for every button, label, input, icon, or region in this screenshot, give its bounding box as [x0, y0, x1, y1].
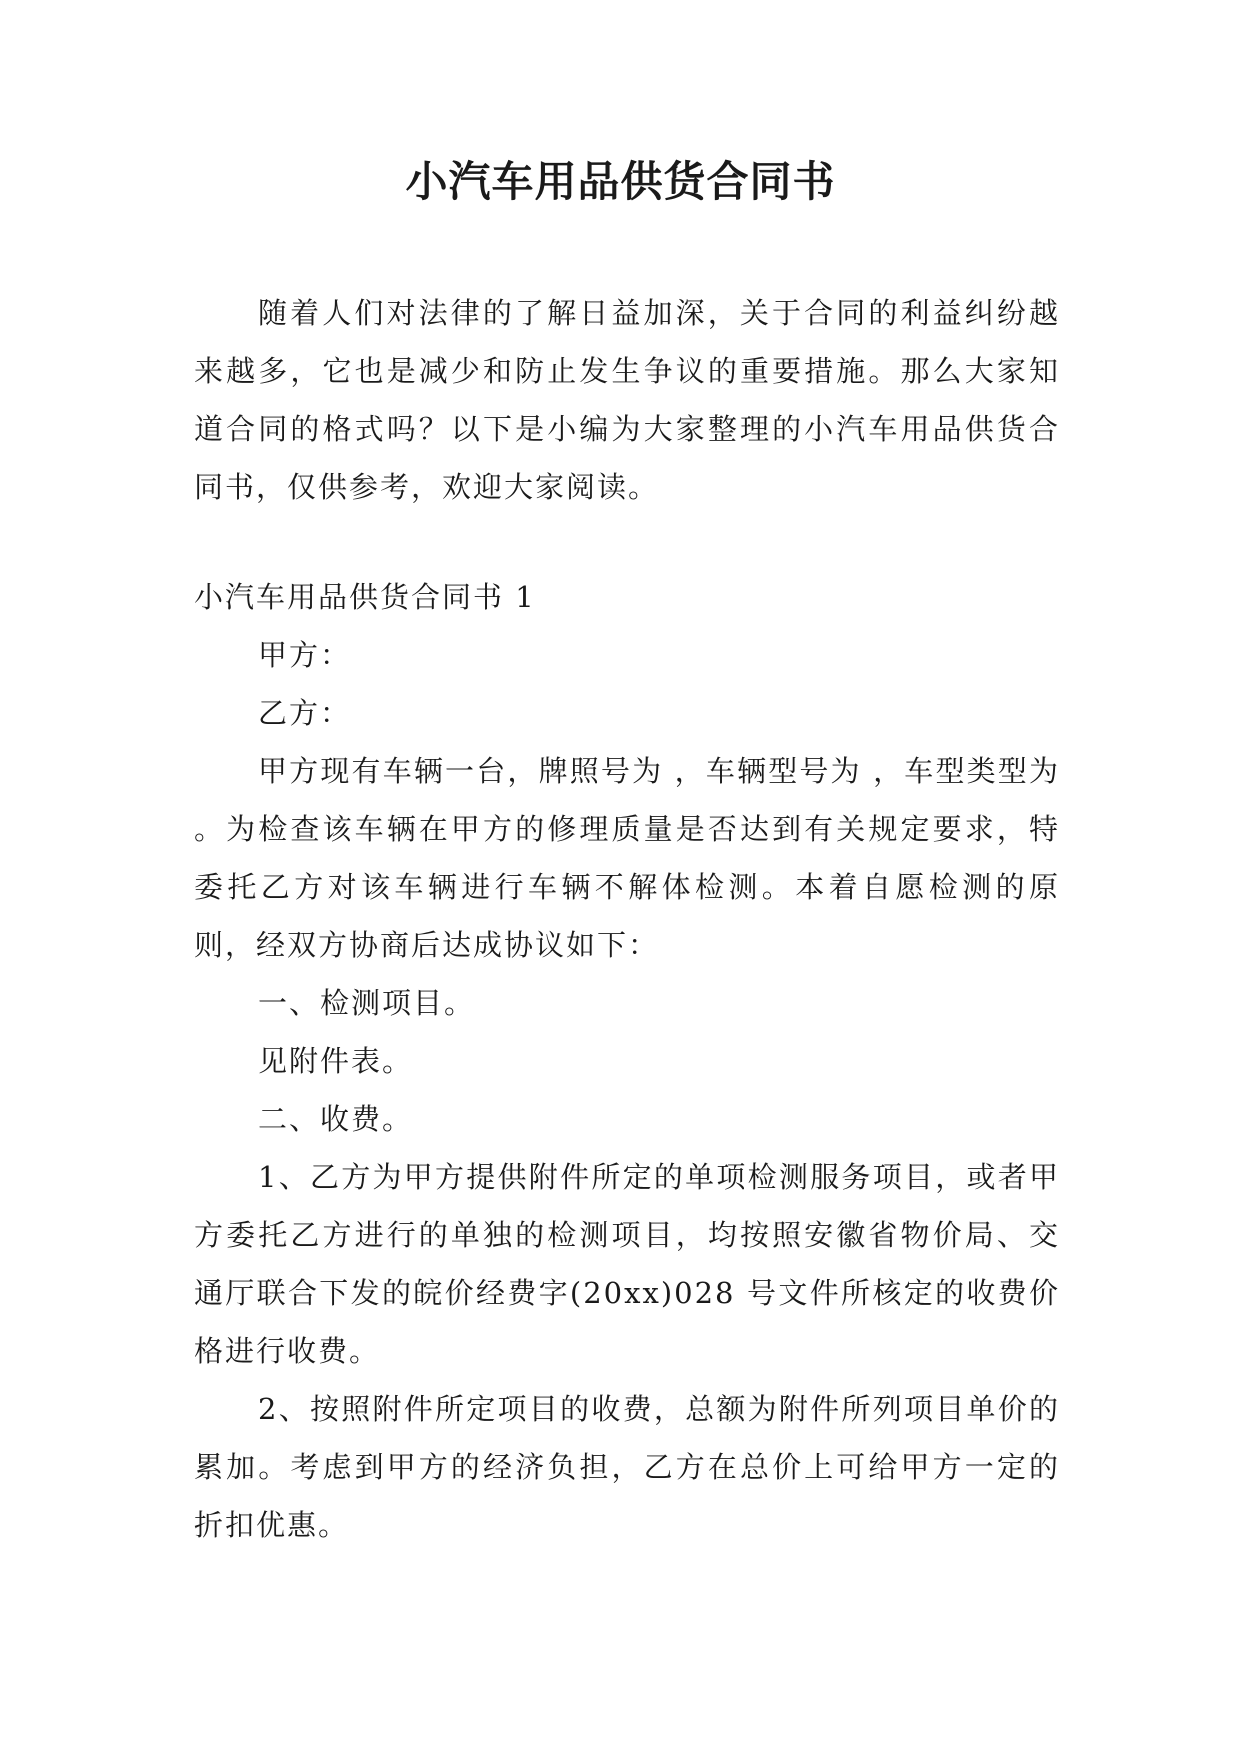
section-heading: 小汽车用品供货合同书 1	[194, 580, 536, 614]
party-a-line: 甲方：	[258, 638, 352, 672]
document-title: 小汽车用品供货合同书	[405, 157, 836, 206]
vehicle-paragraph: 甲方现有车辆一台，牌照号为 ，车辆型号为 ，车型类型为 。为检查该车辆在甲方的修理质量是否达到有关规定要求，特委托乙方对该车辆进行车辆不解体检测。本着自愿检测的原则，经双方协商后达成协议如下：	[194, 754, 1060, 962]
party-b-line: 乙方：	[258, 696, 352, 730]
clause-fees: 二、收费。	[258, 1102, 414, 1136]
clause-attachment-note: 见附件表。	[258, 1044, 414, 1078]
document-body	[194, 284, 1060, 1554]
clause-fees-item-1: 1、乙方为甲方提供附件所定的单项检测服务项目，或者甲方委托乙方进行的单独的检测项目，均按照安徽省物价局、交通厅联合下发的皖价经费字(20xx)028 号文件所核定的收费价格进行收费。	[194, 1160, 1060, 1368]
intro-paragraph: 随着人们对法律的了解日益加深，关于合同的利益纠纷越来越多，它也是减少和防止发生争议的重要措施。那么大家知道合同的格式吗？以下是小编为大家整理的小汽车用品供货合同书，仅供参考，欢迎大家阅读。	[194, 296, 1060, 504]
clause-inspection-items: 一、检测项目。	[258, 986, 476, 1020]
clause-fees-item-2: 2、按照附件所定项目的收费，总额为附件所列项目单价的累加。考虑到甲方的经济负担，乙方在总价上可给甲方一定的折扣优惠。	[194, 1392, 1060, 1542]
